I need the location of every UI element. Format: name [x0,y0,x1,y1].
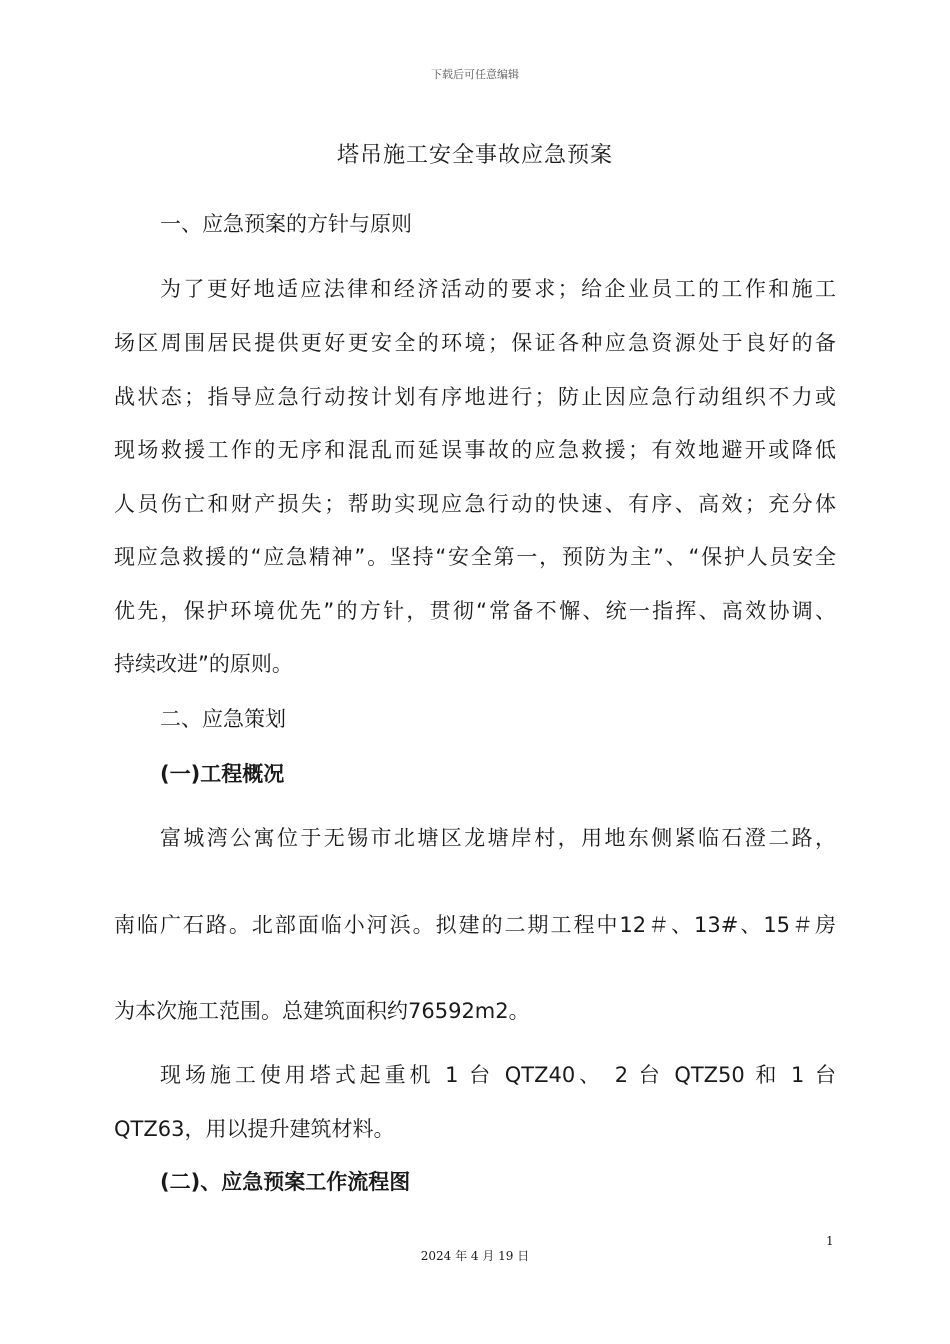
paragraph-line: 现场救援工作的无序和混乱而延误事故的应急救援；有效地避开或降低 [114,438,836,462]
paragraph-line: 富城湾公寓位于无锡市北塘区龙塘岸村，用地东侧紧临石澄二路， [160,826,836,850]
sub-heading-project-overview: (一)工程概况 [160,762,285,786]
header-note: 下载后可任意编辑 [431,68,519,81]
paragraph-line: 现场施工使用塔式起重机 1 台 QTZ40、 2 台 QTZ50 和 1 台 [160,1063,836,1087]
paragraph-line: 人员伤亡和财产损失；帮助实现应急行动的快速、有序、高效；充分体 [114,492,836,516]
page-number: 1 [826,1234,834,1248]
paragraph-line: 现应急救援的“应急精神”。坚持“安全第一，预防为主”、“保护人员安全 [114,545,836,569]
section-heading-planning: 二、应急策划 [160,707,286,731]
paragraph-line: 南临广石路。北部面临小河浜。拟建的二期工程中12＃、13#、15＃房 [114,913,836,937]
paragraph-line: 为了更好地适应法律和经济活动的要求；给企业员工的工作和施工 [160,277,836,301]
sub-heading-workflow: (二)、应急预案工作流程图 [160,1170,411,1194]
paragraph-line: 战状态；指导应急行动按计划有序地进行；防止因应急行动组织不力或 [114,385,836,409]
document-title: 塔吊施工安全事故应急预案 [336,143,613,168]
paragraph-line: 场区周围居民提供更好更安全的环境；保证各种应急资源处于良好的备 [114,331,836,355]
paragraph-line: 优先，保护环境优先”的方针，贯彻“常备不懈、统一指挥、高效协调、 [114,599,836,623]
paragraph-line: 为本次施工范围。总建筑面积约76592m2。 [114,999,530,1023]
paragraph-line: QTZ63，用以提升建筑材料。 [114,1117,395,1141]
footer-date: 2024 年 4 月 19 日 [420,1249,530,1263]
paragraph-line: 持续改进”的原则。 [114,652,293,676]
section-heading-principles: 一、应急预案的方针与原则 [160,212,412,236]
